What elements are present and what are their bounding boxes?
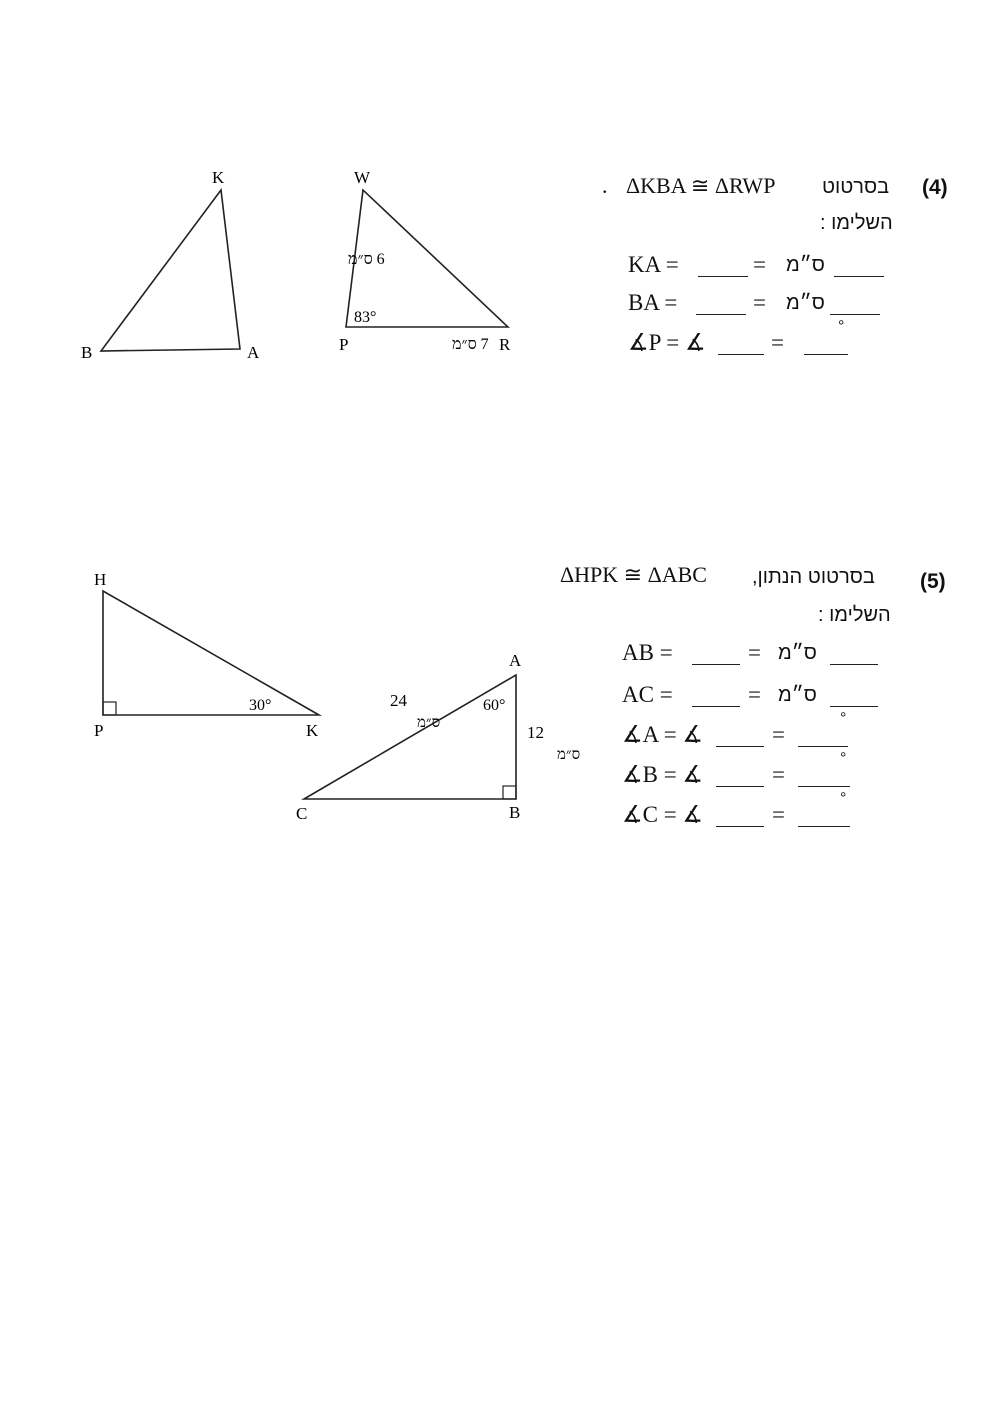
equation-lhs: KA =: [628, 252, 679, 277]
equals-sign: =: [753, 290, 766, 315]
side-label-wp: 6 ס״מ: [348, 251, 385, 268]
side-label-ac-value: 24: [390, 691, 407, 710]
vertex-label-a: A: [509, 651, 522, 670]
vertex-label-h: H: [94, 570, 107, 589]
equation-lhs: AB =: [622, 640, 673, 665]
triangle-kba: [81, 168, 260, 362]
unit-label: ס״מ: [778, 684, 817, 706]
question-intro: בסרטוט הנתון,: [752, 566, 875, 588]
equals-sign: =: [753, 252, 766, 277]
right-angle-mark: [503, 786, 516, 799]
triangle-abc: [296, 651, 580, 823]
vertex-label-p: P: [339, 335, 349, 354]
equation-lhs: ∡C = ∡: [622, 802, 704, 827]
equals-sign: =: [772, 762, 785, 787]
q5-figures: [0, 540, 1000, 840]
equation-lhs: ∡B = ∡: [622, 762, 704, 787]
vertex-label-a: A: [247, 343, 260, 362]
unit-label: ס״מ: [778, 642, 817, 664]
period: .: [602, 173, 608, 198]
angle-label-k: 30°: [249, 697, 272, 714]
equals-sign: =: [771, 330, 784, 355]
equation-lhs: ∡A = ∡: [622, 722, 704, 747]
side-label-ab-unit: ס״מ: [557, 747, 581, 763]
vertex-label-b: B: [81, 343, 93, 362]
side-label-pr: 7 ס״מ: [452, 336, 489, 353]
vertex-label-c: C: [296, 804, 308, 823]
degree-sign: °: [840, 790, 847, 807]
vertex-label-w: W: [354, 168, 371, 187]
congruence-statement: ΔHPK ≅ ΔABC: [560, 562, 707, 587]
vertex-label-b: B: [509, 803, 521, 822]
question-intro: בסרטוט: [822, 176, 890, 198]
degree-sign: °: [840, 710, 847, 727]
complete-instruction: השלימו :: [818, 604, 891, 626]
side-label-ac-unit: ס״מ: [417, 715, 441, 731]
complete-instruction: השלימו :: [820, 212, 893, 234]
right-angle-mark: [103, 702, 116, 715]
q4-figures: [0, 0, 1000, 420]
vertex-label-k: K: [306, 721, 319, 740]
equation-lhs: BA =: [628, 290, 678, 315]
side-label-ab-value: 12: [527, 723, 544, 742]
unit-label: ס״מ: [786, 292, 825, 314]
unit-label: ס״מ: [786, 254, 825, 276]
angle-label-a: 60°: [483, 697, 506, 714]
equals-sign: =: [772, 722, 785, 747]
degree-sign: °: [838, 318, 845, 335]
degree-sign: °: [840, 750, 847, 767]
congruence-statement: ΔKBA ≅ ΔRWP: [626, 173, 776, 198]
vertex-label-k: K: [212, 168, 225, 187]
triangle-rwp: [339, 168, 511, 354]
equation-lhs: ∡P = ∡: [628, 330, 706, 355]
triangle-hpk: [94, 570, 319, 740]
equals-sign: =: [772, 802, 785, 827]
question-number: (5): [920, 570, 946, 593]
equals-sign: =: [748, 682, 761, 707]
equals-sign: =: [748, 640, 761, 665]
equation-lhs: AC =: [622, 682, 673, 707]
angle-label-p: 83°: [354, 309, 377, 326]
question-number: (4): [922, 176, 948, 199]
vertex-label-r: R: [499, 335, 511, 354]
vertex-label-p: P: [94, 721, 104, 740]
